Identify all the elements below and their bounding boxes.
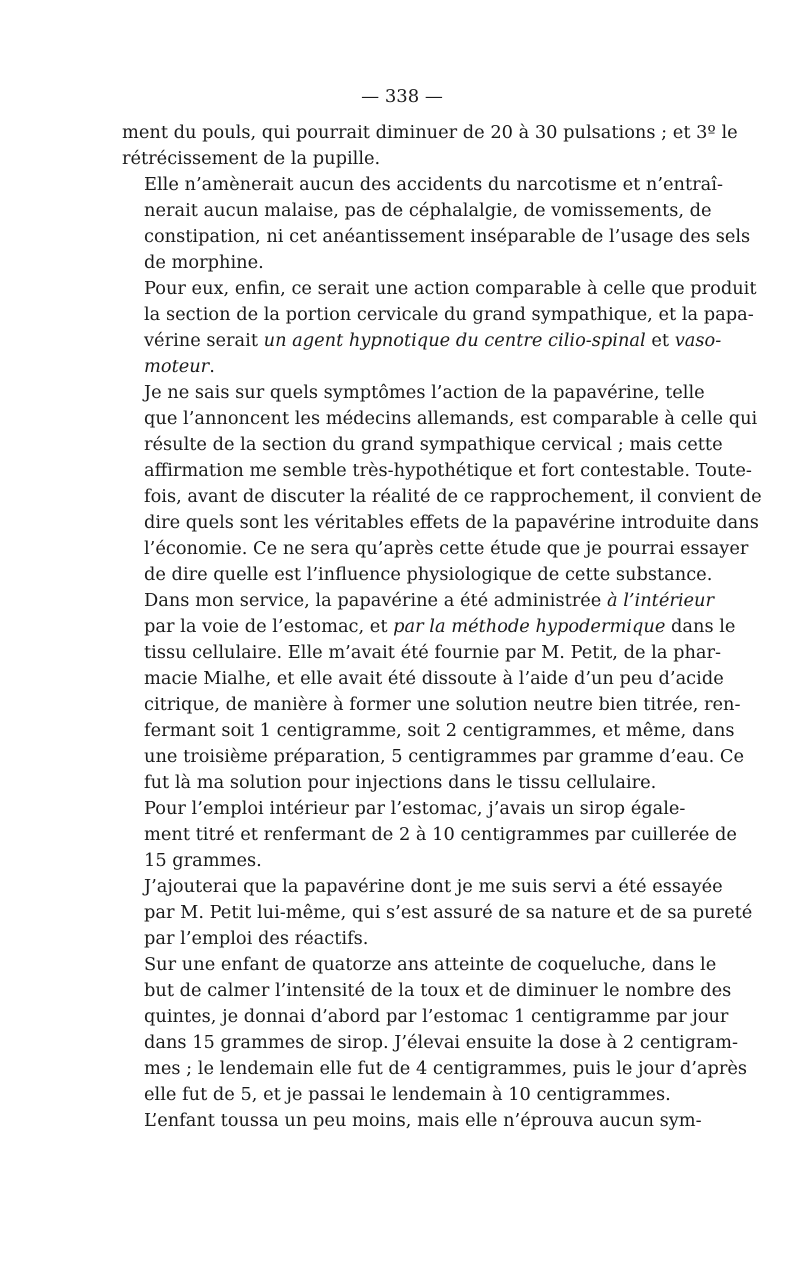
paragraph bbox=[122, 588, 745, 796]
text-line: une troisième préparation, 5 centigrammes par gramme d’eau. Ce bbox=[144, 746, 745, 767]
text-line: que l’annoncent les médecins allemands, est comparable à celle qui bbox=[144, 408, 758, 429]
text-line: constipation, ni cet anéantissement inséparable de l’usage des sels bbox=[144, 226, 751, 247]
text-line: Sur une enfant de quatorze ans atteinte de coqueluche, dans le bbox=[144, 954, 717, 975]
text-line: Pour l’emploi intérieur par l’estomac, j’avais un sirop égale- bbox=[144, 798, 686, 819]
text-line: de morphine. bbox=[144, 252, 264, 273]
italic-text: à l’intérieur bbox=[606, 590, 715, 611]
text-line: 15 grammes. bbox=[144, 850, 262, 871]
text-segment: vérine serait bbox=[144, 330, 264, 351]
text-line bbox=[122, 354, 682, 380]
text-segment: Dans mon service, la papavérine a été administrée bbox=[144, 590, 607, 611]
text-line: fermant soit 1 centigramme, soit 2 centigrammes, et même, dans bbox=[144, 720, 735, 741]
body-text bbox=[122, 120, 762, 1134]
paragraph bbox=[122, 874, 753, 952]
text-segment: par la voie de l’estomac, et bbox=[144, 616, 394, 637]
text-line: ment titré et renfermant de 2 à 10 centigrammes par cuillerée de bbox=[144, 824, 737, 845]
paragraph bbox=[122, 380, 762, 588]
text-segment: et bbox=[645, 330, 675, 351]
text-line: tissu cellulaire. Elle m’avait été fournie par M. Petit, de la phar- bbox=[144, 642, 722, 663]
text-line: but de calmer l’intensité de la toux et de diminuer le nombre des bbox=[144, 980, 732, 1001]
text-line: J’ajouterai que la papavérine dont je me suis servi a été essayée bbox=[144, 876, 723, 897]
paragraph bbox=[122, 276, 757, 380]
paragraph bbox=[122, 796, 737, 874]
book-page bbox=[122, 82, 762, 1134]
text-line: dans 15 grammes de sirop. J’élevai ensuite la dose à 2 centigram- bbox=[144, 1032, 738, 1053]
text-line: dire quels sont les véritables effets de la papavérine introduite dans bbox=[144, 512, 759, 533]
paragraph bbox=[122, 172, 751, 276]
italic-text: moteur bbox=[144, 356, 210, 377]
text-segment: dans le bbox=[665, 616, 736, 637]
italic-text: par la méthode hypodermique bbox=[393, 616, 666, 637]
text-line: de dire quelle est l’influence physiologique de cette substance. bbox=[144, 564, 713, 585]
text-line: macie Mialhe, et elle avait été dissoute à l’aide d’un peu d’acide bbox=[144, 668, 724, 689]
text-line: ment du pouls, qui pourrait diminuer de 20 à 30 pulsations ; et 3º le bbox=[122, 122, 738, 143]
text-line: mes ; le lendemain elle fut de 4 centigrammes, puis le jour d’après bbox=[144, 1058, 747, 1079]
text-line: quintes, je donnai d’abord par l’estomac 1 centigramme par jour bbox=[144, 1006, 729, 1027]
text-line: elle fut de 5, et je passai le lendemain à 10 centigrammes. bbox=[144, 1084, 671, 1105]
text-line: résulte de la section du grand sympathique cervical ; mais cette bbox=[144, 434, 723, 455]
text-line: l’économie. Ce ne sera qu’après cette étude que je pourrai essayer bbox=[144, 538, 749, 559]
text-line bbox=[122, 614, 736, 640]
text-line: Elle n’amènerait aucun des accidents du narcotisme et n’entraî- bbox=[144, 174, 723, 195]
text-line: rétrécissement de la pupille. bbox=[122, 148, 381, 169]
paragraph bbox=[122, 120, 738, 172]
text-line: L’enfant toussa un peu moins, mais elle n’éprouva aucun sym- bbox=[144, 1110, 702, 1131]
text-line: affirmation me semble très-hypothétique et fort contestable. Toute- bbox=[144, 460, 752, 481]
text-line: par M. Petit lui-même, qui s’est assuré de sa nature et de sa pureté bbox=[144, 902, 753, 923]
italic-text: un agent hypnotique du centre cilio-spinal bbox=[263, 330, 646, 351]
paragraph bbox=[122, 952, 747, 1108]
text-line bbox=[122, 328, 722, 354]
text-line: fois, avant de discuter la réalité de ce rapprochement, il convient de bbox=[144, 486, 762, 507]
page-number: — 338 — bbox=[361, 86, 443, 107]
text-line bbox=[122, 588, 715, 614]
text-line: nerait aucun malaise, pas de céphalalgie, de vomissements, de bbox=[144, 200, 712, 221]
text-segment: . bbox=[209, 356, 215, 377]
text-line: fut là ma solution pour injections dans le tissu cellulaire. bbox=[144, 772, 657, 793]
text-line: par l’emploi des réactifs. bbox=[144, 928, 369, 949]
text-line: Pour eux, enfin, ce serait une action comparable à celle que produit bbox=[144, 278, 757, 299]
text-line: Je ne sais sur quels symptômes l’action de la papavérine, telle bbox=[144, 382, 705, 403]
paragraph bbox=[122, 1108, 702, 1134]
text-line: citrique, de manière à former une solution neutre bien titrée, ren- bbox=[144, 694, 741, 715]
text-line: la section de la portion cervicale du grand sympathique, et la papa- bbox=[144, 304, 754, 325]
italic-text: vaso- bbox=[674, 330, 722, 351]
